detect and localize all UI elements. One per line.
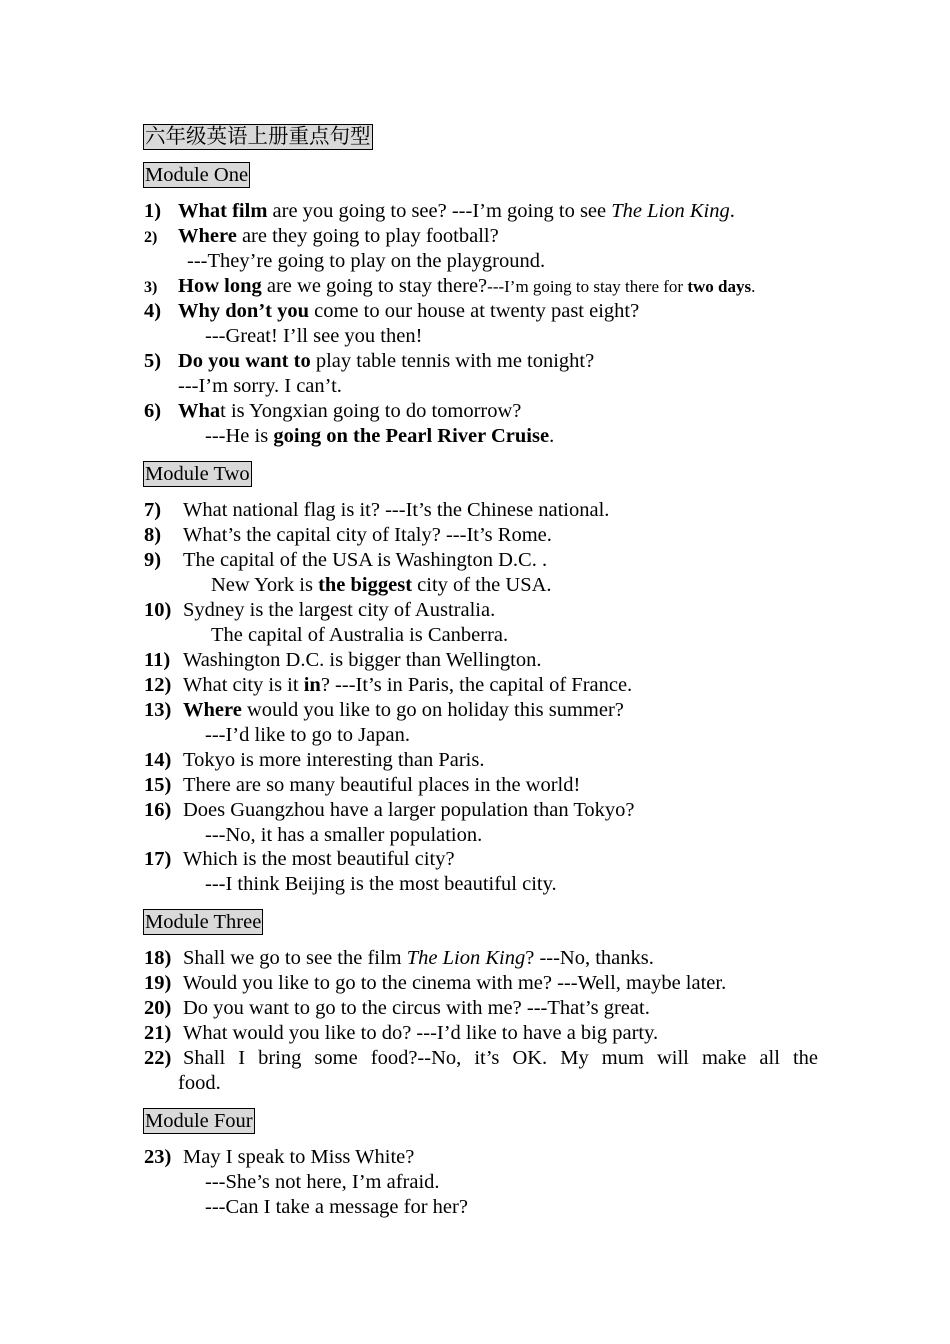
sentence-19: Would you like to go to the cinema with me? ---Well, maybe later. [183, 972, 727, 994]
sentence-2: Where are they going to play football? [178, 225, 499, 247]
sentence-2-answer: ---They’re going to play on the playground. [187, 250, 546, 272]
sentence-23: May I speak to Miss White? [183, 1146, 415, 1168]
sentence-21: What would you like to do? ---I’d like to have a big party. [183, 1022, 659, 1044]
document-title: 六年级英语上册重点句型 [145, 126, 371, 148]
item-number: 8) [144, 524, 162, 546]
item-number: 4) [144, 300, 162, 322]
sentence-5-answer: ---I’m sorry. I can’t. [178, 375, 342, 397]
sentence-16-answer: ---No, it has a smaller population. [205, 824, 483, 846]
sentence-17: Which is the most beautiful city? [183, 848, 455, 870]
sentence-10-cont: The capital of Australia is Canberra. [211, 624, 509, 646]
item-number: 17) [144, 848, 172, 870]
item-number: 21) [144, 1022, 172, 1044]
item-number: 2) [144, 229, 158, 246]
item-number: 12) [144, 674, 172, 696]
sentence-11: Washington D.C. is bigger than Wellington. [183, 649, 542, 671]
sentence-4: Why don’t you come to our house at twenty past eight? [178, 300, 640, 322]
sentence-22: Shall I bring some food?--No, it’s OK. My mum will make all the [183, 1047, 818, 1069]
sentence-15: There are so many beautiful places in the world! [183, 774, 581, 796]
sentence-5: Do you want to play table tennis with me tonight? [178, 350, 595, 372]
sentence-23-answer: ---She’s not here, I’m afraid. [205, 1171, 440, 1193]
item-number: 19) [144, 972, 172, 994]
item-number: 11) [144, 649, 171, 671]
item-number: 15) [144, 774, 172, 796]
sentence-23-answer-2: ---Can I take a message for her? [205, 1196, 468, 1218]
item-number: 5) [144, 350, 162, 372]
module-one-heading: Module One [145, 164, 249, 186]
item-number: 14) [144, 749, 172, 771]
item-number: 13) [144, 699, 172, 721]
item-number: 16) [144, 799, 172, 821]
sentence-12: What city is it in? ---It’s in Paris, the capital of France. [183, 674, 633, 696]
module-two-heading: Module Two [145, 463, 250, 485]
item-number: 1) [144, 200, 162, 222]
sentence-22-cont: food. [178, 1072, 221, 1094]
sentence-9-cont: New York is the biggest city of the USA. [211, 574, 552, 596]
item-number: 23) [144, 1146, 172, 1168]
item-number: 18) [144, 947, 172, 969]
item-number: 9) [144, 549, 162, 571]
sentence-13-answer: ---I’d like to go to Japan. [205, 724, 410, 746]
sentence-3: How long are we going to stay there?---I’m going to stay there for two days. [178, 275, 756, 297]
item-number: 6) [144, 400, 162, 422]
item-number: 20) [144, 997, 172, 1019]
sentence-13: Where would you like to go on holiday this summer? [183, 699, 624, 721]
module-three-heading: Module Three [145, 911, 262, 933]
item-number: 7) [144, 499, 162, 521]
sentence-16: Does Guangzhou have a larger population than Tokyo? [183, 799, 635, 821]
sentence-1: What film are you going to see? ---I’m going to see The Lion King. [178, 200, 735, 222]
item-number: 3) [144, 279, 158, 296]
sentence-8: What’s the capital city of Italy? ---It’s Rome. [183, 524, 552, 546]
sentence-7: What national flag is it? ---It’s the Chinese national. [183, 499, 610, 521]
sentence-6-answer: ---He is going on the Pearl River Cruise. [205, 425, 555, 447]
sentence-4-answer: ---Great! I’ll see you then! [205, 325, 423, 347]
item-number: 10) [144, 599, 172, 621]
sentence-9: The capital of the USA is Washington D.C. . [183, 549, 548, 571]
sentence-20: Do you want to go to the circus with me? ---That’s great. [183, 997, 650, 1019]
sentence-18: Shall we go to see the film The Lion King? ---No, thanks. [183, 947, 654, 969]
sentence-17-answer: ---I think Beijing is the most beautiful city. [205, 873, 557, 895]
sentence-10: Sydney is the largest city of Australia. [183, 599, 496, 621]
item-number: 22) [144, 1047, 172, 1069]
sentence-14: Tokyo is more interesting than Paris. [183, 749, 485, 771]
module-four-heading: Module Four [145, 1110, 253, 1132]
sentence-6: What is Yongxian going to do tomorrow? [178, 400, 522, 422]
